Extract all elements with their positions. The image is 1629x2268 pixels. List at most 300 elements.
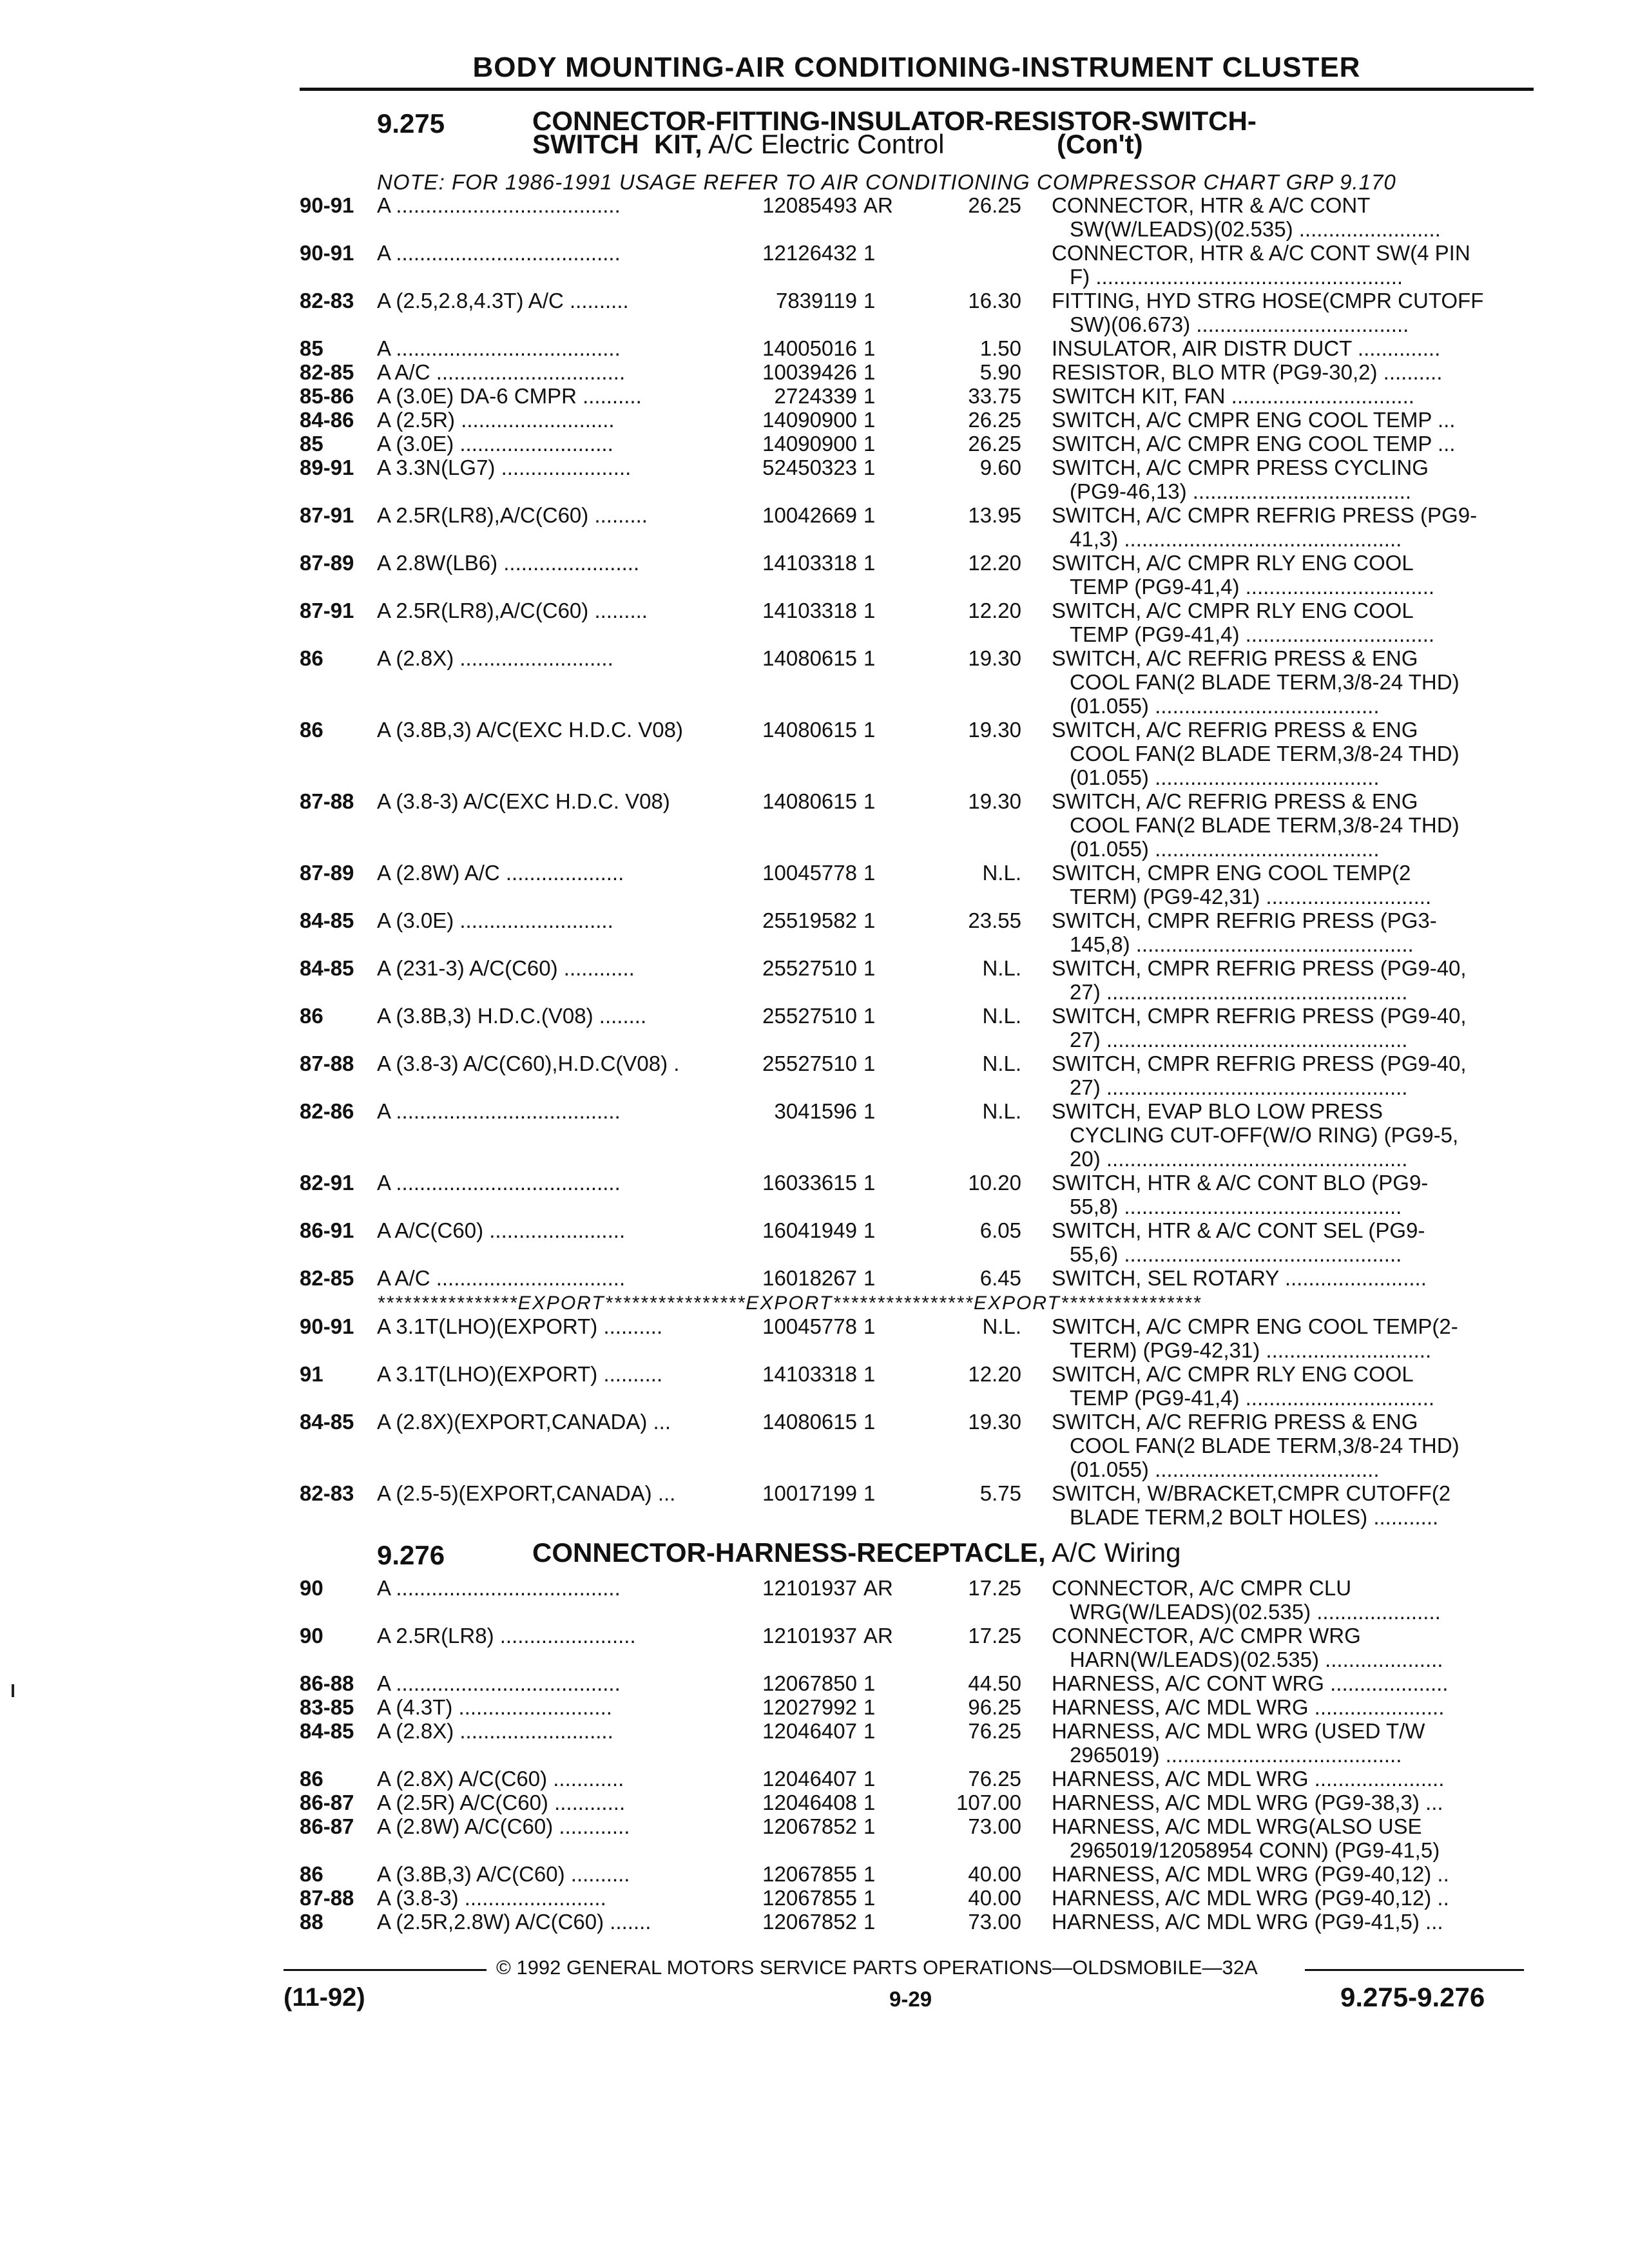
part-name-continued: F) ....................................................	[1070, 265, 1403, 289]
part-number-cell: 10039426	[762, 360, 857, 384]
part-name-cell	[1052, 1791, 1516, 1814]
part-name-cell	[1052, 1218, 1516, 1266]
section-title-line1: CONNECTOR-FITTING-INSULATOR-RESISTOR-SWITCH-	[532, 106, 1257, 136]
application-cell: A (3.8-3) A/C(C60),H.D.C(V08) .	[377, 1052, 680, 1075]
price-cell: 76.25	[968, 1767, 1021, 1791]
part-name-cell	[1052, 1624, 1516, 1671]
price-cell: N.L.	[982, 1004, 1021, 1028]
section-note: NOTE: FOR 1986-1991 USAGE REFER TO AIR CONDITIONING COMPRESSOR CHART GRP 9.170	[377, 170, 1396, 194]
part-name: SWITCH, W/BRACKET,CMPR CUTOFF(2	[1052, 1481, 1451, 1505]
part-name: HARNESS, A/C MDL WRG (PG9-40,12) ..	[1052, 1886, 1449, 1910]
part-name-continued: COOL FAN(2 BLADE TERM,3/8-24 THD)	[1070, 1434, 1460, 1457]
part-name-cell	[1052, 1767, 1516, 1791]
part-number-cell: 14080615	[762, 718, 857, 742]
year-cell: 91	[300, 1362, 323, 1386]
part-number-cell: 12046407	[762, 1767, 857, 1791]
part-name: RESISTOR, BLO MTR (PG9-30,2) ..........	[1052, 360, 1443, 384]
application-cell: A ......................................	[377, 1576, 621, 1600]
quantity-cell: AR	[863, 1624, 893, 1648]
year-cell: 86	[300, 1004, 323, 1028]
quantity-cell: 1	[863, 1481, 876, 1505]
part-name: SWITCH, A/C REFRIG PRESS & ENG	[1052, 1410, 1418, 1434]
part-number-cell: 12085493	[762, 193, 857, 217]
part-name: HARNESS, A/C MDL WRG (USED T/W	[1052, 1719, 1425, 1743]
year-cell: 89-91	[300, 456, 354, 479]
quantity-cell: 1	[863, 503, 876, 527]
price-cell: 19.30	[968, 789, 1021, 813]
section2-title-bold: CONNECTOR-HARNESS-RECEPTACLE,	[532, 1537, 1046, 1568]
part-number-cell: 52450323	[762, 456, 857, 479]
quantity-cell: 1	[863, 1910, 876, 1934]
part-number-cell: 14103318	[762, 599, 857, 622]
quantity-cell: 1	[863, 1719, 876, 1743]
price-cell: N.L.	[982, 1052, 1021, 1075]
section-title-line2	[532, 129, 945, 159]
part-name-continued: (01.055) ......................................	[1070, 837, 1380, 861]
quantity-cell: 1	[863, 1862, 876, 1886]
application-cell: A A/C(C60) .......................	[377, 1218, 626, 1242]
price-cell: 13.95	[968, 503, 1021, 527]
price-cell: 19.30	[968, 1410, 1021, 1434]
quantity-cell: 1	[863, 1218, 876, 1242]
part-name-continued: (01.055) ......................................	[1070, 694, 1380, 718]
year-cell: 87-89	[300, 861, 354, 885]
part-name-continued: 27) ...................................................	[1070, 1028, 1408, 1052]
price-cell: 76.25	[968, 1719, 1021, 1743]
part-number-cell: 12067855	[762, 1886, 857, 1910]
year-cell: 84-86	[300, 408, 354, 432]
price-cell: 44.50	[968, 1671, 1021, 1695]
part-name-continued: 55,8) ...............................................	[1070, 1195, 1402, 1218]
quantity-cell: 1	[863, 456, 876, 479]
footer-copyright: © 1992 GENERAL MOTORS SERVICE PARTS OPERATIONS—OLDSMOBILE—32A	[496, 1956, 1258, 1979]
part-number-cell: 12046408	[762, 1791, 857, 1814]
quantity-cell: 1	[863, 861, 876, 885]
application-cell: A (3.8-3) ........................	[377, 1886, 606, 1910]
price-cell: 73.00	[968, 1910, 1021, 1934]
part-name: HARNESS, A/C MDL WRG (PG9-40,12) ..	[1052, 1862, 1449, 1886]
quantity-cell: 1	[863, 1314, 876, 1338]
application-cell: A ......................................	[377, 193, 621, 217]
part-name-cell	[1052, 1671, 1516, 1695]
quantity-cell: 1	[863, 408, 876, 432]
part-number-cell: 25527510	[762, 1004, 857, 1028]
footer-date: (11-92)	[284, 1983, 365, 2012]
part-name-cell	[1052, 1862, 1516, 1886]
application-cell: A (3.8B,3) A/C(EXC H.D.C. V08)	[377, 718, 683, 742]
part-name-cell	[1052, 599, 1516, 646]
part-name-continued: COOL FAN(2 BLADE TERM,3/8-24 THD)	[1070, 742, 1460, 765]
application-cell: A (2.8X) ..........................	[377, 646, 613, 670]
price-cell: 19.30	[968, 718, 1021, 742]
section-continued: (Con't)	[1057, 129, 1143, 159]
part-name-cell	[1052, 789, 1516, 861]
year-cell: 87-91	[300, 503, 354, 527]
year-cell: 87-88	[300, 789, 354, 813]
price-cell: 6.45	[979, 1266, 1021, 1290]
page-header-title: BODY MOUNTING-AIR CONDITIONING-INSTRUMENT CLUSTER	[472, 52, 1361, 83]
part-name-cell	[1052, 1481, 1516, 1529]
price-cell: 19.30	[968, 646, 1021, 670]
part-name: SWITCH, A/C CMPR ENG COOL TEMP(2-	[1052, 1314, 1458, 1338]
part-number-cell: 25519582	[762, 908, 857, 932]
part-number-cell: 12126432	[762, 241, 857, 265]
part-name: SWITCH, A/C CMPR REFRIG PRESS (PG9-	[1052, 503, 1478, 527]
price-cell: 17.25	[968, 1576, 1021, 1600]
part-name: SWITCH, A/C CMPR ENG COOL TEMP ...	[1052, 408, 1456, 432]
price-cell: 12.20	[968, 599, 1021, 622]
part-name-continued: 55,6) ...............................................	[1070, 1242, 1402, 1266]
application-cell: A (2.8X) ..........................	[377, 1719, 613, 1743]
section-title-bold: SWITCH KIT,	[532, 129, 702, 159]
part-name-continued: TERM) (PG9-42,31) ............................	[1070, 1338, 1432, 1362]
year-cell: 86-91	[300, 1218, 354, 1242]
quantity-cell: 1	[863, 1052, 876, 1075]
quantity-cell: 1	[863, 599, 876, 622]
quantity-cell: 1	[863, 289, 876, 312]
part-name: SWITCH, A/C CMPR PRESS CYCLING	[1052, 456, 1429, 479]
part-name-continued: COOL FAN(2 BLADE TERM,3/8-24 THD)	[1070, 670, 1460, 694]
quantity-cell: 1	[863, 1410, 876, 1434]
quantity-cell: 1	[863, 1004, 876, 1028]
quantity-cell: 1	[863, 336, 876, 360]
part-number-cell: 10045778	[762, 861, 857, 885]
application-cell: A (3.0E) DA-6 CMPR ..........	[377, 384, 642, 408]
part-name-continued: 2965019/12058954 CONN) (PG9-41,5)	[1070, 1838, 1440, 1862]
part-name-cell	[1052, 1052, 1516, 1099]
part-number-cell: 14080615	[762, 1410, 857, 1434]
section-number: 9.275	[377, 108, 445, 139]
price-cell: N.L.	[982, 956, 1021, 980]
part-name-continued: TEMP (PG9-41,4) ................................	[1070, 1386, 1435, 1410]
application-cell: A ......................................	[377, 336, 621, 360]
part-name: SWITCH, A/C CMPR RLY ENG COOL	[1052, 599, 1414, 622]
part-name: SWITCH, A/C CMPR RLY ENG COOL	[1052, 1362, 1414, 1386]
part-name: HARNESS, A/C MDL WRG (PG9-38,3) ...	[1052, 1791, 1443, 1814]
part-name-cell	[1052, 432, 1516, 456]
application-cell: A 2.5R(LR8),A/C(C60) .........	[377, 599, 648, 622]
part-name: SWITCH, HTR & A/C CONT SEL (PG9-	[1052, 1218, 1425, 1242]
part-name-continued: 41,3) ...............................................	[1070, 527, 1402, 551]
year-cell: 87-88	[300, 1052, 354, 1075]
part-number-cell: 12067852	[762, 1814, 857, 1838]
part-name: SWITCH, CMPR REFRIG PRESS (PG9-40,	[1052, 1004, 1467, 1028]
part-name-continued: 27) ...................................................	[1070, 980, 1408, 1004]
part-number-cell: 12101937	[762, 1624, 857, 1648]
part-name-continued: 2965019) ........................................	[1070, 1743, 1402, 1767]
part-name-continued: CYCLING CUT-OFF(W/O RING) (PG9-5,	[1070, 1123, 1459, 1147]
application-cell: A (2.8W) A/C ....................	[377, 861, 624, 885]
part-number-cell: 2724339	[774, 384, 857, 408]
part-number-cell: 12067852	[762, 1910, 857, 1934]
quantity-cell: 1	[863, 646, 876, 670]
year-cell: 86-88	[300, 1671, 354, 1695]
part-name-continued: TEMP (PG9-41,4) ................................	[1070, 575, 1435, 599]
quantity-cell: 1	[863, 551, 876, 575]
application-cell: A (2.8X) A/C(C60) ............	[377, 1767, 624, 1791]
part-name-continued: SW)(06.673) ....................................	[1070, 312, 1409, 336]
part-name-cell	[1052, 646, 1516, 718]
part-name-cell	[1052, 1410, 1516, 1481]
price-cell: 23.55	[968, 908, 1021, 932]
application-cell: A (3.0E) ..........................	[377, 432, 613, 456]
application-cell: A ......................................	[377, 1171, 621, 1195]
section2-number: 9.276	[377, 1540, 445, 1570]
part-name: SWITCH, HTR & A/C CONT BLO (PG9-	[1052, 1171, 1429, 1195]
part-name-cell	[1052, 908, 1516, 956]
price-cell: 33.75	[968, 384, 1021, 408]
part-name: SWITCH, A/C REFRIG PRESS & ENG	[1052, 718, 1418, 742]
application-cell: A ......................................	[377, 1099, 621, 1123]
year-cell: 87-91	[300, 599, 354, 622]
year-cell: 86-87	[300, 1791, 354, 1814]
part-name-continued: COOL FAN(2 BLADE TERM,3/8-24 THD)	[1070, 813, 1460, 837]
quantity-cell: 1	[863, 1171, 876, 1195]
part-name: SWITCH, A/C CMPR ENG COOL TEMP ...	[1052, 432, 1456, 456]
year-cell: 82-85	[300, 1266, 354, 1290]
section-title-rest: A/C Electric Control	[702, 129, 945, 159]
application-cell: A (3.8-3) A/C(EXC H.D.C. V08)	[377, 789, 670, 813]
part-number-cell: 12067850	[762, 1671, 857, 1695]
part-name-cell	[1052, 1362, 1516, 1410]
part-name: HARNESS, A/C MDL WRG(ALSO USE	[1052, 1814, 1422, 1838]
part-name-continued: (PG9-46,13) .....................................	[1070, 479, 1411, 503]
part-name-continued: 27) ...................................................	[1070, 1075, 1408, 1099]
part-name: SWITCH, CMPR REFRIG PRESS (PG9-40,	[1052, 1052, 1467, 1075]
part-name-cell	[1052, 1814, 1516, 1862]
quantity-cell: 1	[863, 956, 876, 980]
year-cell: 90-91	[300, 1314, 354, 1338]
quantity-cell: 1	[863, 1767, 876, 1791]
price-cell: N.L.	[982, 1314, 1021, 1338]
part-name-cell	[1052, 503, 1516, 551]
quantity-cell: 1	[863, 360, 876, 384]
price-cell: 40.00	[968, 1886, 1021, 1910]
scan-mark	[12, 1684, 14, 1697]
year-cell: 90	[300, 1576, 323, 1600]
application-cell: A 2.5R(LR8) .......................	[377, 1624, 636, 1648]
application-cell: A (2.5R) A/C(C60) ............	[377, 1791, 626, 1814]
part-name-cell	[1052, 956, 1516, 1004]
part-name-continued: TEMP (PG9-41,4) ................................	[1070, 622, 1435, 646]
year-cell: 90-91	[300, 241, 354, 265]
part-name-cell	[1052, 456, 1516, 503]
part-number-cell: 7839119	[775, 289, 857, 312]
application-cell: A ......................................	[377, 1671, 621, 1695]
part-number-cell: 16041949	[762, 1218, 857, 1242]
quantity-cell: 1	[863, 1362, 876, 1386]
part-name-cell	[1052, 1910, 1516, 1934]
part-name-cell	[1052, 1695, 1516, 1719]
application-cell: A 2.8W(LB6) .......................	[377, 551, 640, 575]
part-name-continued: TERM) (PG9-42,31) ............................	[1070, 885, 1432, 908]
year-cell: 84-85	[300, 956, 354, 980]
year-cell: 85	[300, 336, 323, 360]
price-cell: 96.25	[968, 1695, 1021, 1719]
application-cell: A (3.8B,3) H.D.C.(V08) ........	[377, 1004, 647, 1028]
header-rule	[300, 88, 1534, 91]
part-number-cell: 10042669	[762, 503, 857, 527]
part-name-cell	[1052, 1099, 1516, 1171]
part-name-cell	[1052, 384, 1516, 408]
year-cell: 86	[300, 718, 323, 742]
part-name-cell	[1052, 1886, 1516, 1910]
part-name-continued: WRG(W/LEADS)(02.535) .....................	[1070, 1600, 1441, 1624]
part-name-cell	[1052, 1266, 1516, 1290]
part-name-continued: (01.055) ......................................	[1070, 1457, 1380, 1481]
quantity-cell: 1	[863, 1671, 876, 1695]
part-number-cell: 12046407	[762, 1719, 857, 1743]
quantity-cell: 1	[863, 718, 876, 742]
part-name-cell	[1052, 360, 1516, 384]
year-cell: 86	[300, 646, 323, 670]
price-cell: 26.25	[968, 432, 1021, 456]
part-name: HARNESS, A/C MDL WRG ......................	[1052, 1767, 1445, 1791]
application-cell: A 3.3N(LG7) ......................	[377, 456, 631, 479]
application-cell: A ......................................	[377, 241, 621, 265]
part-name: INSULATOR, AIR DISTR DUCT ..............	[1052, 336, 1441, 360]
price-cell: 17.25	[968, 1624, 1021, 1648]
part-name-cell	[1052, 408, 1516, 432]
quantity-cell: 1	[863, 1791, 876, 1814]
year-cell: 86	[300, 1767, 323, 1791]
part-name-continued: 20) ...................................................	[1070, 1147, 1408, 1171]
application-cell: A (2.5-5)(EXPORT,CANADA) ...	[377, 1481, 676, 1505]
year-cell: 85	[300, 432, 323, 456]
quantity-cell: 1	[863, 432, 876, 456]
part-number-cell: 16018267	[762, 1266, 857, 1290]
application-cell: A A/C ................................	[377, 360, 626, 384]
quantity-cell: 1	[863, 241, 876, 265]
part-name: SWITCH, CMPR REFRIG PRESS (PG3-	[1052, 908, 1437, 932]
part-name: SWITCH, CMPR REFRIG PRESS (PG9-40,	[1052, 956, 1467, 980]
part-name-continued: (01.055) ......................................	[1070, 765, 1380, 789]
part-number-cell: 10045778	[762, 1314, 857, 1338]
year-cell: 87-89	[300, 551, 354, 575]
part-number-cell: 14005016	[762, 336, 857, 360]
application-cell: A 2.5R(LR8),A/C(C60) .........	[377, 503, 648, 527]
part-name: CONNECTOR, A/C CMPR CLU	[1052, 1576, 1352, 1600]
part-number-cell: 14090900	[762, 432, 857, 456]
price-cell: 1.50	[979, 336, 1021, 360]
price-cell: 6.05	[979, 1218, 1021, 1242]
price-cell: 5.90	[979, 360, 1021, 384]
year-cell: 90-91	[300, 193, 354, 217]
part-number-cell: 14103318	[762, 1362, 857, 1386]
price-cell: 40.00	[968, 1862, 1021, 1886]
footer-page-number: 9-29	[889, 1987, 932, 2011]
part-name: SWITCH KIT, FAN ...............................	[1052, 384, 1414, 408]
quantity-cell: 1	[863, 1695, 876, 1719]
quantity-cell: 1	[863, 789, 876, 813]
part-name: SWITCH, CMPR ENG COOL TEMP(2	[1052, 861, 1411, 885]
year-cell: 82-86	[300, 1099, 354, 1123]
part-name: CONNECTOR, A/C CMPR WRG	[1052, 1624, 1361, 1648]
part-number-cell: 12027992	[762, 1695, 857, 1719]
price-cell: 73.00	[968, 1814, 1021, 1838]
part-name-cell	[1052, 1004, 1516, 1052]
quantity-cell: 1	[863, 1814, 876, 1838]
part-name-cell	[1052, 1171, 1516, 1218]
part-number-cell: 25527510	[762, 1052, 857, 1075]
part-name: SWITCH, EVAP BLO LOW PRESS	[1052, 1099, 1383, 1123]
price-cell: N.L.	[982, 1099, 1021, 1123]
quantity-cell: 1	[863, 1886, 876, 1910]
part-name: HARNESS, A/C MDL WRG (PG9-41,5) ...	[1052, 1910, 1443, 1934]
application-cell: A (2.5R) ..........................	[377, 408, 615, 432]
price-cell: 16.30	[968, 289, 1021, 312]
part-name: SWITCH, A/C REFRIG PRESS & ENG	[1052, 646, 1418, 670]
part-name: SWITCH, A/C REFRIG PRESS & ENG	[1052, 789, 1418, 813]
part-name: HARNESS, A/C MDL WRG ......................	[1052, 1695, 1445, 1719]
part-name-cell	[1052, 551, 1516, 599]
part-number-cell: 14103318	[762, 551, 857, 575]
export-banner: ****************EXPORT****************EXPORT****************EXPORT****************	[377, 1293, 1202, 1314]
price-cell: 26.25	[968, 408, 1021, 432]
quantity-cell: AR	[863, 1576, 893, 1600]
part-name: SWITCH, A/C CMPR RLY ENG COOL	[1052, 551, 1414, 575]
quantity-cell: 1	[863, 1266, 876, 1290]
part-number-cell: 12101937	[762, 1576, 857, 1600]
year-cell: 86-87	[300, 1814, 354, 1838]
application-cell: A 3.1T(LHO)(EXPORT) ..........	[377, 1314, 663, 1338]
price-cell: N.L.	[982, 861, 1021, 885]
year-cell: 84-85	[300, 1719, 354, 1743]
year-cell: 85-86	[300, 384, 354, 408]
part-name-cell	[1052, 241, 1516, 289]
part-name-cell	[1052, 718, 1516, 789]
price-cell: 9.60	[979, 456, 1021, 479]
part-name-cell	[1052, 289, 1516, 336]
part-name-cell	[1052, 193, 1516, 241]
application-cell: A (231-3) A/C(C60) ............	[377, 956, 635, 980]
part-name-cell	[1052, 336, 1516, 360]
part-number-cell: 16033615	[762, 1171, 857, 1195]
part-name: SWITCH, SEL ROTARY ........................	[1052, 1266, 1427, 1290]
part-name-continued: SW(W/LEADS)(02.535) ........................	[1070, 217, 1441, 241]
part-name-cell	[1052, 1576, 1516, 1624]
part-name-continued: 145,8) ...............................................	[1070, 932, 1414, 956]
year-cell: 86	[300, 1862, 323, 1886]
footer-rule-right	[1305, 1969, 1524, 1971]
part-number-cell: 10017199	[762, 1481, 857, 1505]
application-cell: A (3.0E) ..........................	[377, 908, 613, 932]
price-cell: 12.20	[968, 1362, 1021, 1386]
footer-rule-left	[284, 1969, 487, 1971]
part-name-cell	[1052, 1314, 1516, 1362]
section2-title-rest: A/C Wiring	[1045, 1537, 1181, 1568]
price-cell: 12.20	[968, 551, 1021, 575]
part-name: CONNECTOR, HTR & A/C CONT	[1052, 193, 1371, 217]
quantity-cell: 1	[863, 1099, 876, 1123]
footer-section-range: 9.275-9.276	[1340, 1982, 1485, 2012]
price-cell: 26.25	[968, 193, 1021, 217]
part-name-continued: HARN(W/LEADS)(02.535) ....................	[1070, 1648, 1443, 1671]
year-cell: 82-83	[300, 1481, 354, 1505]
year-cell: 84-85	[300, 1410, 354, 1434]
year-cell: 82-85	[300, 360, 354, 384]
part-name-continued: BLADE TERM,2 BOLT HOLES) ...........	[1070, 1505, 1439, 1529]
application-cell: A (2.5,2.8,4.3T) A/C ..........	[377, 289, 629, 312]
application-cell: A (4.3T) ..........................	[377, 1695, 612, 1719]
quantity-cell: AR	[863, 193, 893, 217]
price-cell: 107.00	[956, 1791, 1021, 1814]
quantity-cell: 1	[863, 908, 876, 932]
part-number-cell: 25527510	[762, 956, 857, 980]
part-number-cell: 14090900	[762, 408, 857, 432]
part-number-cell: 3041596	[774, 1099, 857, 1123]
part-name-cell	[1052, 861, 1516, 908]
